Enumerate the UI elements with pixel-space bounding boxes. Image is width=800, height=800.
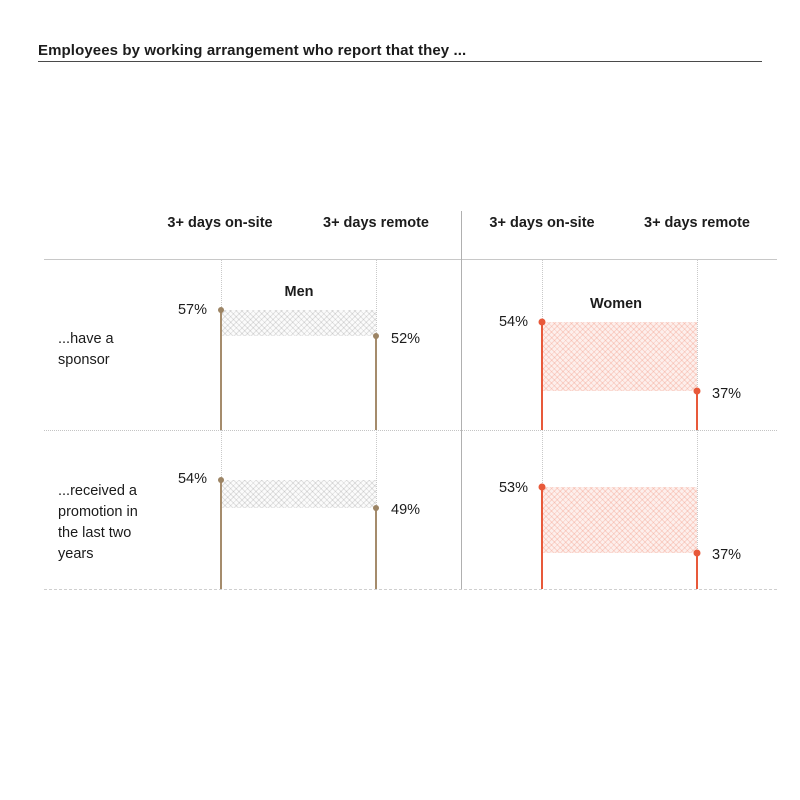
panel-title-women: Women: [589, 296, 643, 312]
dot-men-promotion-remote: [373, 505, 379, 511]
col-header-women-remote: 3+ days remote: [644, 215, 750, 231]
dot-women-promotion-onsite: [539, 484, 546, 491]
value-women-promotion-onsite: 53%: [498, 480, 528, 496]
panel-divider: [461, 211, 462, 589]
stem-men-sponsor-remote: [375, 336, 377, 430]
page-title: Employees by working arrangement who report that they ...: [38, 42, 467, 59]
stem-men-sponsor-onsite: [220, 310, 222, 430]
value-men-promotion-remote: 49%: [391, 502, 421, 518]
stem-men-promotion-remote: [375, 508, 377, 589]
value-women-sponsor-onsite: 54%: [498, 314, 528, 330]
col-header-men-remote: 3+ days remote: [323, 215, 429, 231]
band-women-promotion: [542, 487, 697, 553]
chart-top-rule: [44, 259, 777, 260]
value-men-promotion-onsite: 54%: [177, 471, 207, 487]
dot-men-sponsor-onsite: [218, 307, 224, 313]
value-women-promotion-remote: 37%: [712, 547, 742, 563]
value-women-sponsor-remote: 37%: [712, 386, 742, 402]
row-label-sponsor: ...have a sponsor: [58, 331, 114, 368]
stem-women-sponsor-remote: [696, 391, 698, 430]
value-men-sponsor-onsite: 57%: [177, 302, 207, 318]
stem-men-promotion-onsite: [220, 480, 222, 589]
col-header-women-onsite: 3+ days on-site: [489, 215, 595, 231]
dot-women-sponsor-remote: [694, 388, 701, 395]
chart-baseline: [44, 589, 777, 590]
stem-women-promotion-onsite: [541, 487, 543, 589]
title-rule: [38, 61, 762, 62]
dot-men-sponsor-remote: [373, 333, 379, 339]
band-women-sponsor: [542, 322, 697, 391]
band-men-promotion: [221, 480, 376, 508]
row-separator: [44, 430, 777, 431]
stem-women-promotion-remote: [696, 553, 698, 589]
stem-women-sponsor-onsite: [541, 322, 543, 430]
dot-men-promotion-onsite: [218, 477, 224, 483]
panel-title-men: Men: [284, 284, 314, 300]
value-men-sponsor-remote: 52%: [391, 331, 421, 347]
dot-women-promotion-remote: [694, 550, 701, 557]
row-label-promotion: ...received a promotion in the last two years: [58, 483, 138, 562]
col-header-men-onsite: 3+ days on-site: [167, 215, 273, 231]
dot-women-sponsor-onsite: [539, 319, 546, 326]
band-men-sponsor: [221, 310, 376, 336]
